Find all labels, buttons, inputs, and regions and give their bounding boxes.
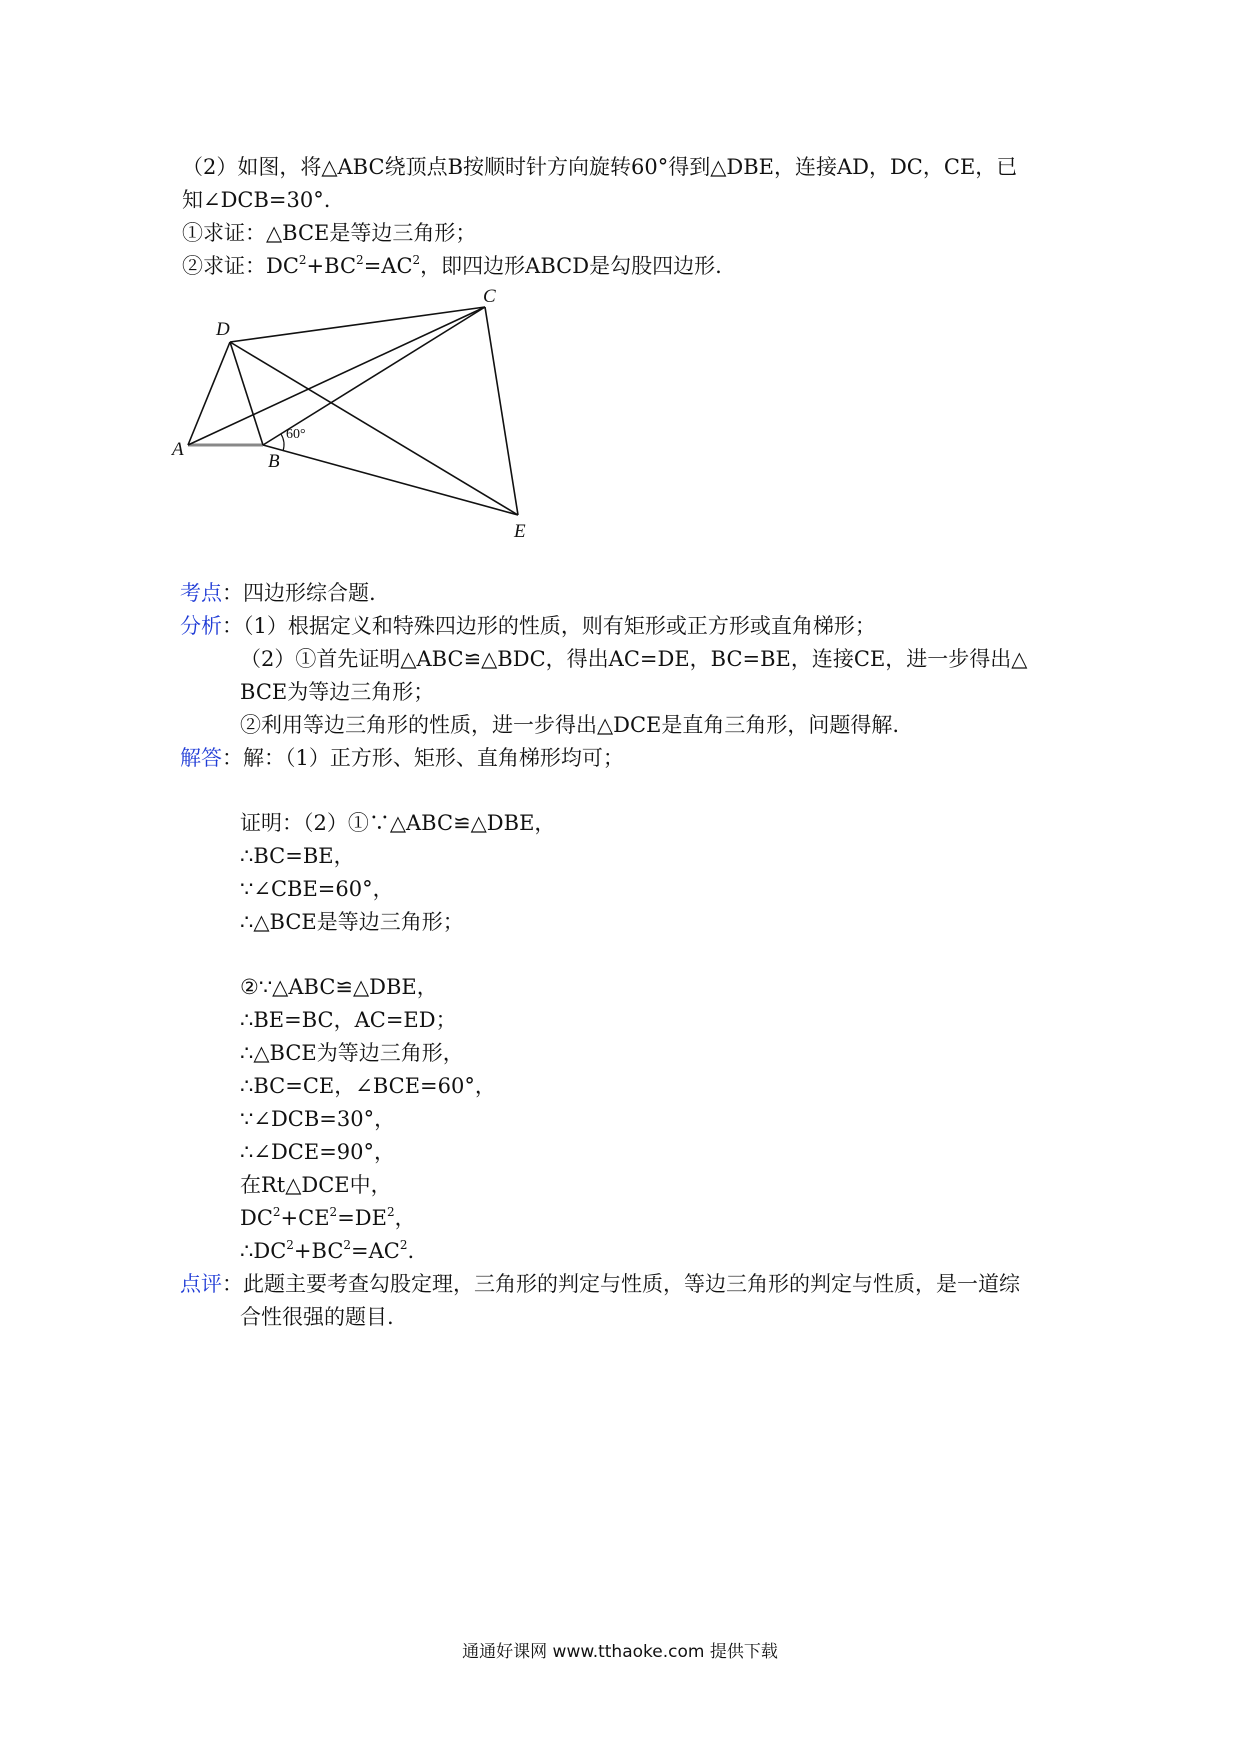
segment-bc xyxy=(263,307,485,445)
segment-ad xyxy=(188,342,230,445)
kaodian-line: 考点：四边形综合题. xyxy=(180,581,376,605)
problem-line-2: 知∠DCB=30°. xyxy=(182,188,331,212)
proof-equation-1: $DC^2+CE^2=DE^2$， xyxy=(240,1205,416,1230)
dianping-line-1: 点评：此题主要考查勾股定理，三角形的判定与性质，等边三角形的判定与性质，是一道综 xyxy=(180,1272,1020,1296)
proof-line: ∴BE=BC，AC=ED； xyxy=(240,1008,457,1032)
jieda-line-1: 解答：解：（1）正方形、矩形、直角梯形均可； xyxy=(180,746,624,770)
kaodian-label: 考点 xyxy=(180,581,222,605)
problem-line-4: ②求证：$DC^2+BC^2=AC^2$，即四边形ABCD是勾股四边形. xyxy=(182,253,722,278)
point-label-c: C xyxy=(483,286,496,307)
dianping-label: 点评 xyxy=(180,1272,222,1296)
segment-db xyxy=(230,342,263,445)
fenxi-line-3: BCE为等边三角形； xyxy=(240,680,435,704)
proof-line: ∵∠DCB=30°， xyxy=(240,1107,396,1131)
proof-line: ∴BC=BE， xyxy=(240,844,355,868)
proof-equation-2: $\therefore DC^2+BC^2=AC^2$. xyxy=(240,1238,415,1263)
proof-line: ∴BC=CE，∠BCE=60°， xyxy=(240,1074,496,1098)
segment-be xyxy=(263,445,518,515)
footer-credit: 通通好课网 www.tthaoke.com 提供下载 xyxy=(462,1642,778,1662)
point-label-e: E xyxy=(514,521,526,542)
fenxi-line-2: （2）①首先证明△ABC≌△BDC，得出AC=DE，BC=BE，连接CE，进一步得出△ xyxy=(240,647,1028,671)
angle-label: 60° xyxy=(286,427,306,442)
segment-ce xyxy=(485,307,518,515)
point-label-a: A xyxy=(172,439,184,460)
proof-line: ∴∠DCE=90°， xyxy=(240,1140,396,1164)
point-label-b: B xyxy=(268,451,280,472)
jieda-label: 解答 xyxy=(180,746,222,770)
proof-line: ∵∠CBE=60°， xyxy=(240,877,394,901)
fenxi-line-1: 分析：（1）根据定义和特殊四边形的性质，则有矩形或正方形或直角梯形； xyxy=(180,614,876,638)
proof-line: ∴△BCE是等边三角形； xyxy=(240,910,464,934)
segment-de xyxy=(230,342,518,515)
fenxi-line-4: ②利用等边三角形的性质，进一步得出△DCE是直角三角形，问题得解. xyxy=(240,713,900,737)
geometry-figure xyxy=(170,285,540,545)
fenxi-label: 分析 xyxy=(180,614,222,638)
proof-line: ∴△BCE为等边三角形， xyxy=(240,1041,464,1065)
problem-line-3: ①求证：△BCE是等边三角形； xyxy=(182,221,477,245)
point-label-d: D xyxy=(216,319,230,340)
problem-line-1: （2）如图，将△ABC绕顶点B按顺时针方向旋转60°得到△DBE，连接AD，DC，CE，已 xyxy=(182,155,1018,179)
dianping-line-2: 合性很强的题目. xyxy=(240,1305,394,1329)
proof-line: ②∵△ABC≌△DBE， xyxy=(240,975,438,999)
proof-line: 在Rt△DCE中， xyxy=(240,1173,392,1197)
proof-line: 证明：（2）①∵△ABC≌△DBE， xyxy=(240,811,556,835)
angle-arc xyxy=(281,434,284,451)
